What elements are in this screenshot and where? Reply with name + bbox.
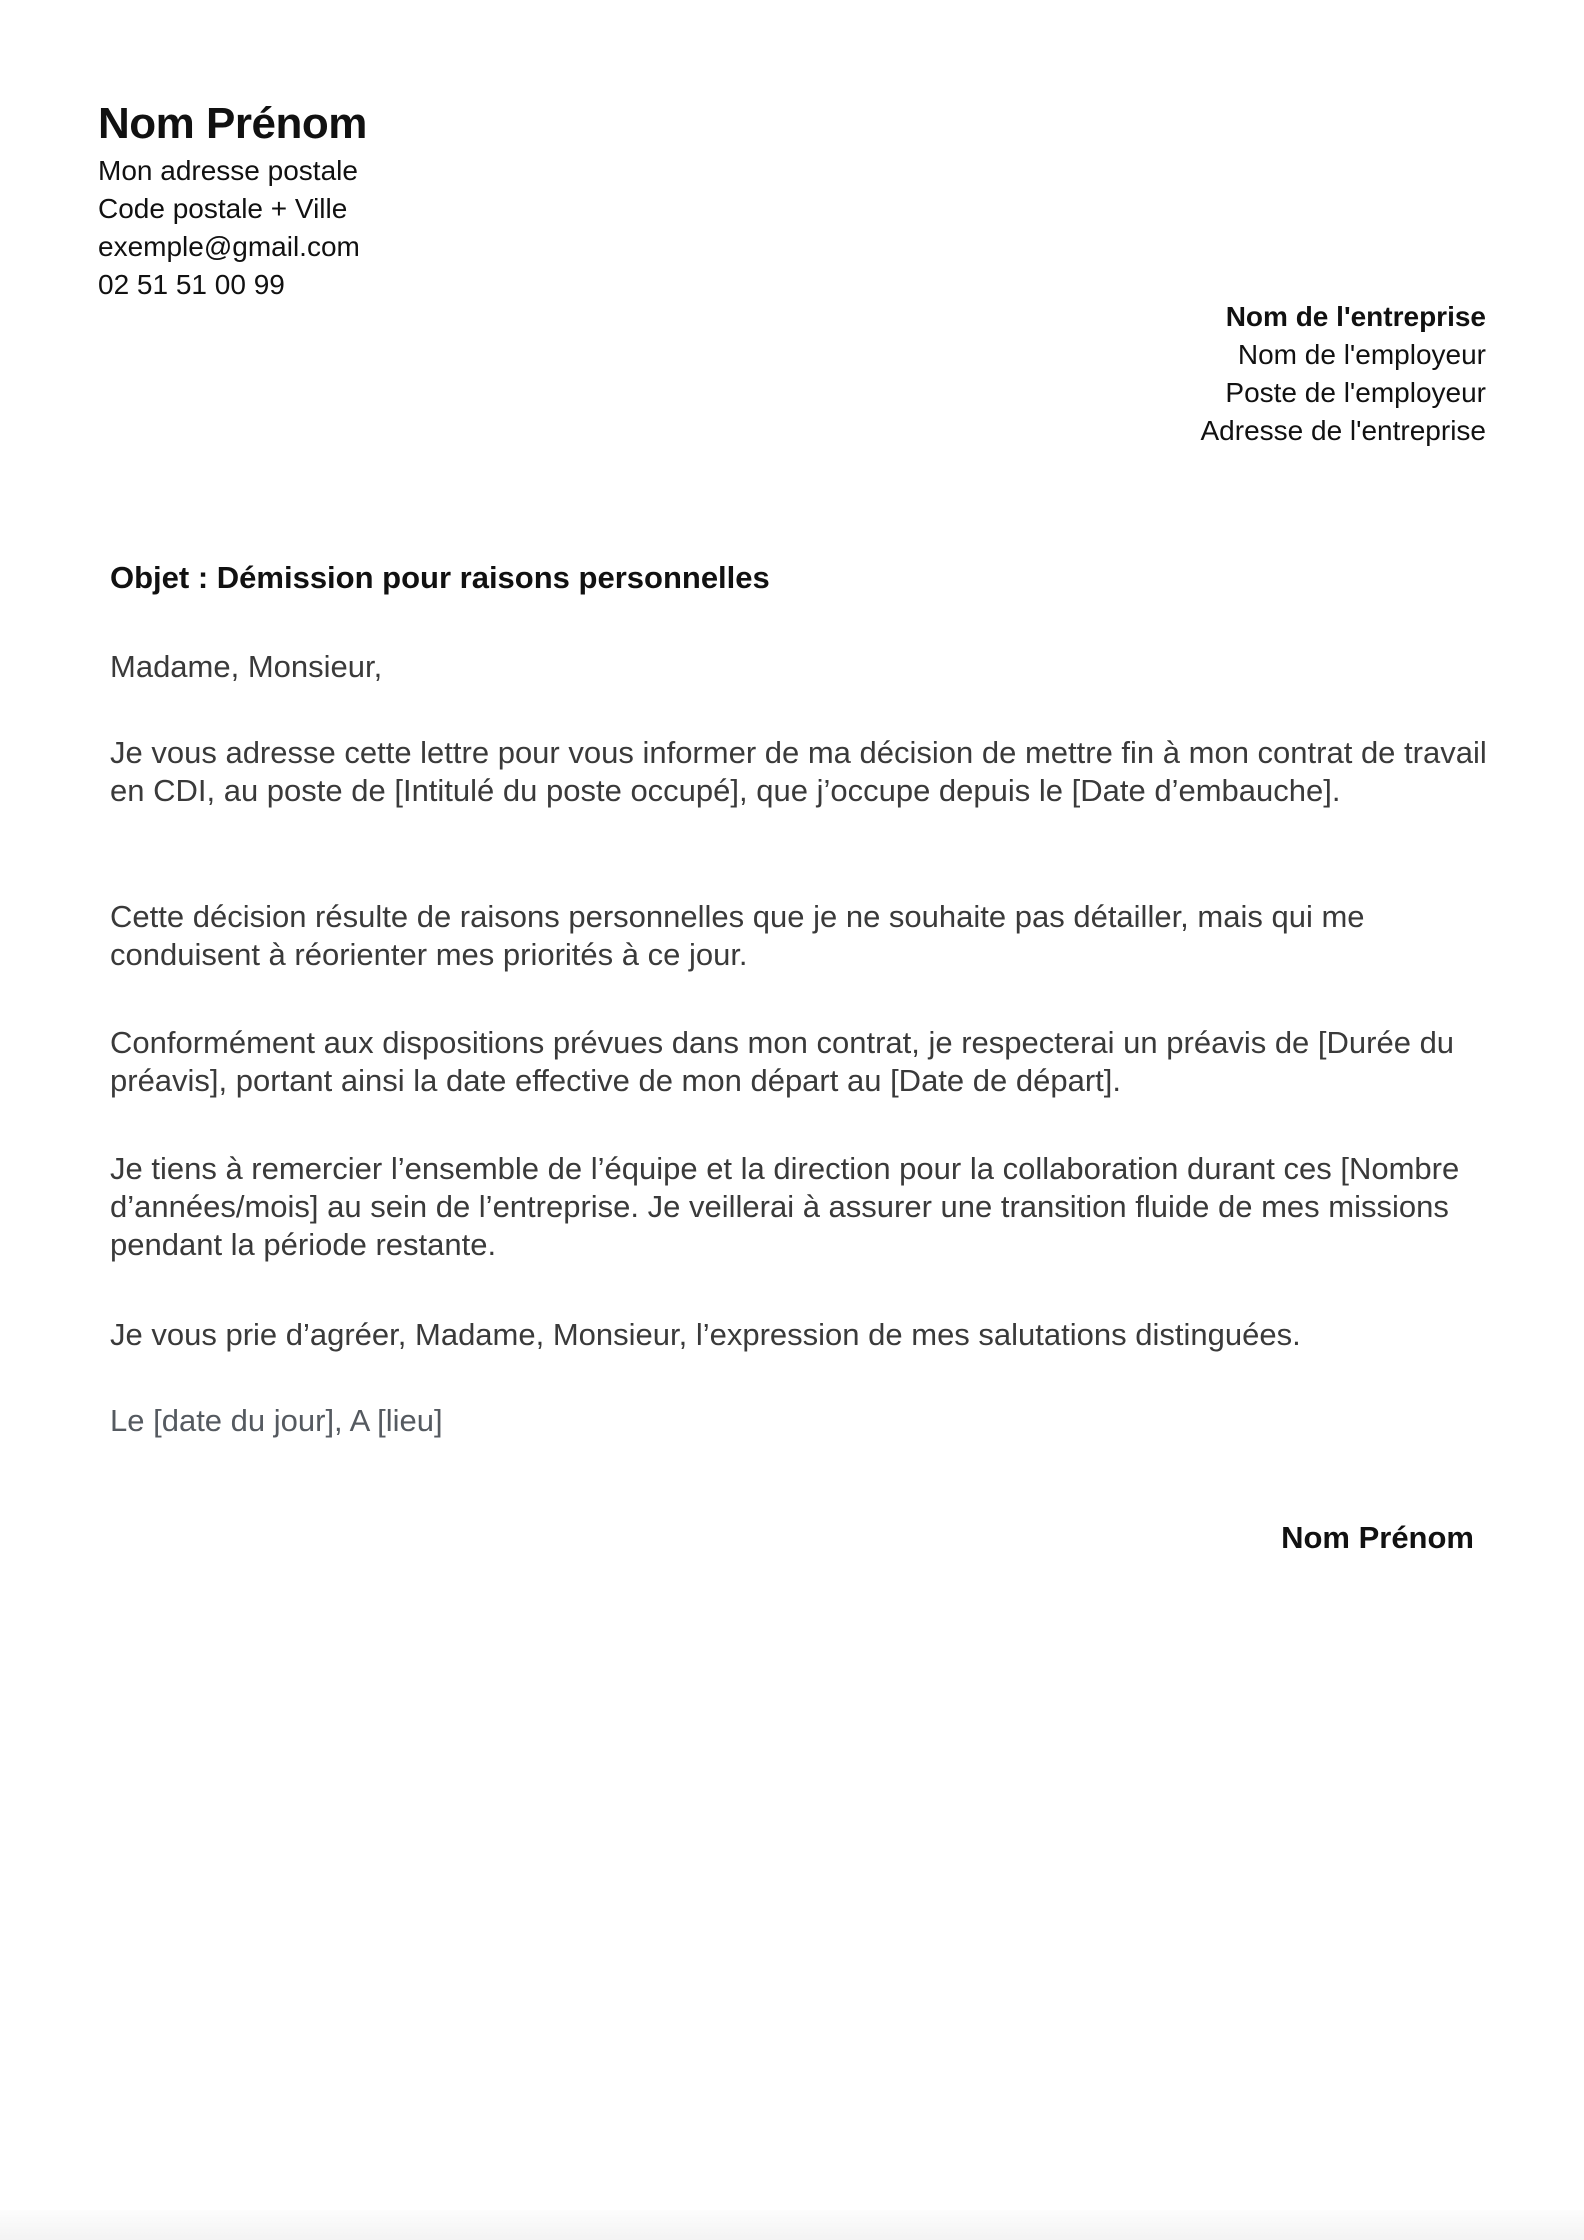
letter-paragraph: Cette décision résulte de raisons personnelles que je ne souhaite pas détailler, mais qui me conduisent à réorienter mes priorités à ce jour. <box>110 899 1365 972</box>
recipient-employer-position: Poste de l'employeur <box>1225 377 1486 408</box>
letter-closing: Je vous prie d’agréer, Madame, Monsieur, l’expression de mes salutations distinguées. <box>110 1317 1301 1352</box>
letter-paragraph: Je vous adresse cette lettre pour vous informer de ma décision de mettre fin à mon contrat de travail en CDI, au poste de [Intitulé du poste occupé], que j’occupe depuis le [Date d’embauche]. <box>110 735 1487 808</box>
letter-paragraph: Conformément aux dispositions prévues dans mon contrat, je respecterai un préavis de [Durée du préavis], portant ainsi la date effective de mon départ au [Date de départ]. <box>110 1025 1455 1098</box>
letter-date-place: Le [date du jour], A [lieu] <box>110 1403 443 1438</box>
recipient-block <box>1201 298 1487 450</box>
recipient-employer-name: Nom de l'employeur <box>1237 339 1486 370</box>
letter-subject: Objet : Démission pour raisons personnelles <box>110 560 770 595</box>
recipient-company-address: Adresse de l'entreprise <box>1200 415 1486 446</box>
sender-block <box>98 96 367 304</box>
letter-salutation: Madame, Monsieur, <box>110 649 383 684</box>
letter-paragraph: Je tiens à remercier l’ensemble de l’équipe et la direction pour la collaboration durant ces [Nombre d’années/mois] au sein de l’entreprise. Je veillerai à assurer une transition fluide de mes missions pendant la période restante. <box>110 1151 1460 1262</box>
sender-email: exemple@gmail.com <box>98 231 360 262</box>
sender-city: Code postale + Ville <box>98 193 348 224</box>
sender-name: Nom Prénom <box>98 99 367 148</box>
sender-address: Mon adresse postale <box>98 155 358 186</box>
page-bottom-shadow <box>0 2210 1584 2240</box>
sender-phone: 02 51 51 00 99 <box>98 269 285 300</box>
letter-signature: Nom Prénom <box>1281 1520 1474 1555</box>
recipient-company: Nom de l'entreprise <box>1225 301 1486 332</box>
